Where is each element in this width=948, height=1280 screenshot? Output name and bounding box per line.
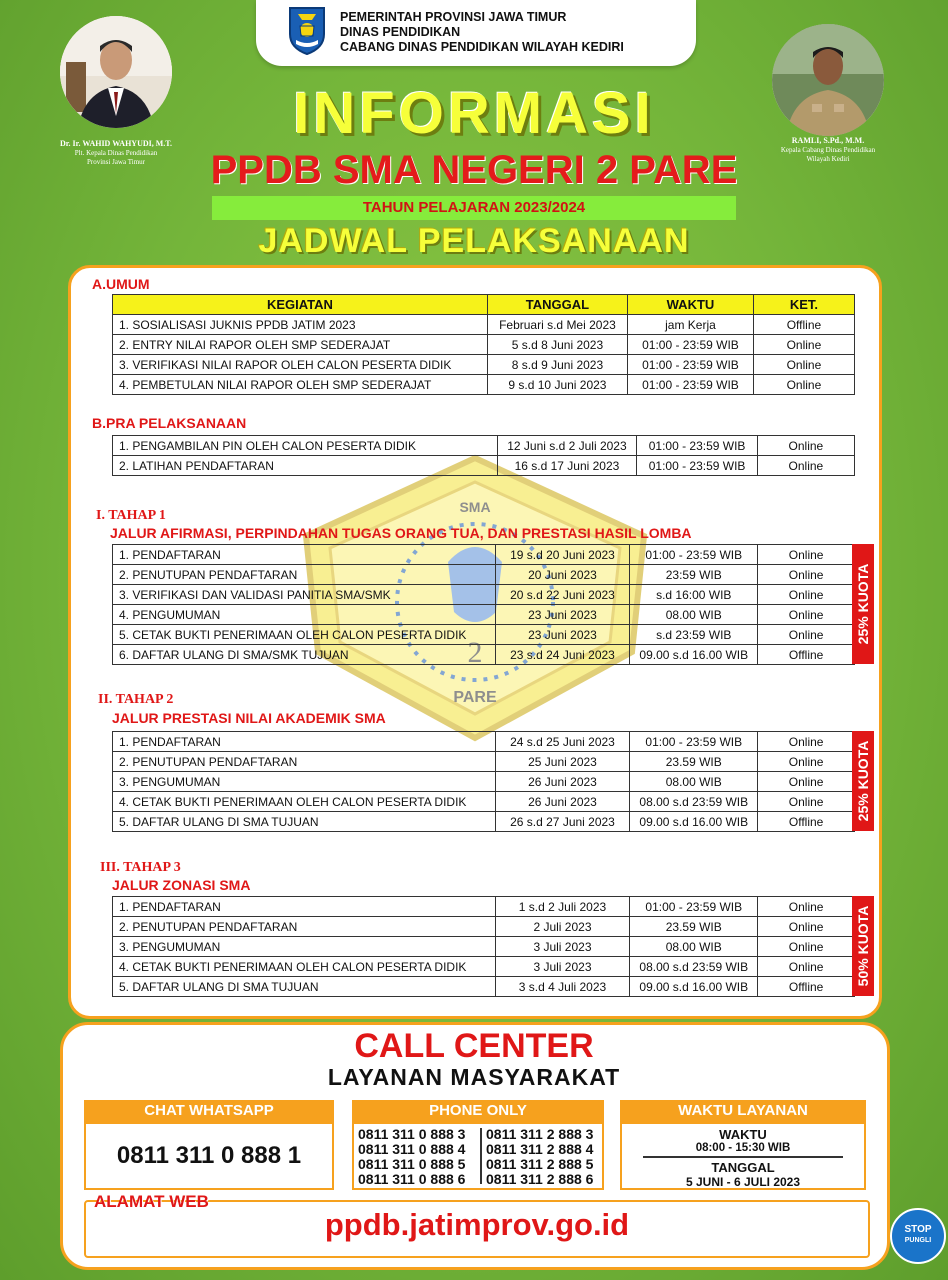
school-title: PPDB SMA NEGERI 2 PARE bbox=[210, 148, 738, 192]
cell-kegiatan: 1. PENDAFTARAN bbox=[113, 732, 496, 752]
table-row bbox=[113, 605, 855, 625]
cell-kegiatan: 4. CETAK BUKTI PENERIMAAN OLEH CALON PESERTA DIDIK bbox=[113, 792, 496, 812]
cell-waktu: 01:00 - 23:59 WIB bbox=[637, 456, 757, 476]
table-tahap1 bbox=[112, 544, 855, 665]
cell-tanggal: 12 Juni s.d 2 Juli 2023 bbox=[497, 436, 637, 456]
cell-waktu: 09.00 s.d 16.00 WIB bbox=[630, 645, 758, 665]
whatsapp-box bbox=[84, 1100, 334, 1190]
cell-ket: Online bbox=[758, 917, 855, 937]
cell-waktu: s.d 16:00 WIB bbox=[630, 585, 758, 605]
table-row bbox=[113, 436, 855, 456]
cell-tanggal: 23 Juni 2023 bbox=[495, 605, 630, 625]
phone-number[interactable]: 0811 311 0 888 6 bbox=[358, 1171, 466, 1187]
table-row bbox=[113, 456, 855, 476]
table-tahap3-body bbox=[113, 897, 855, 997]
cell-tanggal: 16 s.d 17 Juni 2023 bbox=[497, 456, 637, 476]
table-row bbox=[113, 545, 855, 565]
cell-waktu: 23.59 WIB bbox=[630, 917, 758, 937]
col-waktu: WAKTU bbox=[628, 295, 754, 315]
cell-tanggal: 2 Juli 2023 bbox=[495, 917, 630, 937]
cell-tanggal: 25 Juni 2023 bbox=[495, 752, 630, 772]
table-row bbox=[113, 565, 855, 585]
cell-kegiatan: 1. PENGAMBILAN PIN OLEH CALON PESERTA DIDIK bbox=[113, 436, 498, 456]
gov-line-3: CABANG DINAS PENDIDIKAN WILAYAH KEDIRI bbox=[340, 40, 624, 54]
cell-tanggal: 5 s.d 8 Juni 2023 bbox=[487, 335, 627, 355]
tahap2-kuota-text: 25% KUOTA bbox=[855, 740, 871, 822]
call-center-title: CALL CENTER bbox=[354, 1027, 594, 1065]
cell-tanggal: 24 s.d 25 Juni 2023 bbox=[495, 732, 630, 752]
tahap3-jalur: JALUR ZONASI SMA bbox=[112, 877, 251, 893]
table-row bbox=[113, 732, 855, 752]
cell-ket: Online bbox=[758, 937, 855, 957]
phone-number[interactable]: 0811 311 2 888 4 bbox=[486, 1141, 594, 1157]
table-umum-body bbox=[113, 315, 855, 395]
table-tahap1-body bbox=[113, 545, 855, 665]
cell-kegiatan: 4. PEMBETULAN NILAI RAPOR OLEH SMP SEDERAJAT bbox=[113, 375, 488, 395]
cell-kegiatan: 2. PENUTUPAN PENDAFTARAN bbox=[113, 752, 496, 772]
cell-waktu: 08.00 s.d 23:59 WIB bbox=[630, 792, 758, 812]
whatsapp-number[interactable]: 0811 311 0 888 1 bbox=[84, 1122, 334, 1190]
section-umum-title: A.UMUM bbox=[92, 276, 150, 292]
cell-waktu: 09.00 s.d 16.00 WIB bbox=[630, 812, 758, 832]
phone-list-right bbox=[486, 1127, 593, 1187]
cell-waktu: s.d 23:59 WIB bbox=[630, 625, 758, 645]
section-pra-title: B.PRA PELAKSANAAN bbox=[92, 415, 247, 431]
cell-waktu: 09.00 s.d 16.00 WIB bbox=[630, 977, 758, 997]
tahap3-kuota-badge bbox=[852, 896, 874, 996]
cell-kegiatan: 1. PENDAFTARAN bbox=[113, 897, 496, 917]
gov-line-1: PEMERINTAH PROVINSI JAWA TIMUR bbox=[340, 10, 567, 24]
cell-kegiatan: 1. PENDAFTARAN bbox=[113, 545, 496, 565]
table-row bbox=[113, 315, 855, 335]
cell-kegiatan: 4. PENGUMUMAN bbox=[113, 605, 496, 625]
section-tahap2-title: II. TAHAP 2 bbox=[98, 692, 174, 707]
cell-kegiatan: 5. DAFTAR ULANG DI SMA TUJUAN bbox=[113, 977, 496, 997]
tahap1-kuota-text: 25% KUOTA bbox=[855, 563, 871, 645]
table-row bbox=[113, 335, 855, 355]
right-official-role-1: Kepala Cabang Dinas Pendidikan bbox=[780, 146, 876, 154]
academic-year-bar: TAHUN PELAJARAN 2023/2024 bbox=[212, 196, 736, 220]
cell-kegiatan: 2. ENTRY NILAI RAPOR OLEH SMP SEDERAJAT bbox=[113, 335, 488, 355]
cell-tanggal: 20 s.d 22 Juni 2023 bbox=[495, 585, 630, 605]
section-tahap1-title: I. TAHAP 1 bbox=[96, 508, 166, 523]
phone-list-left bbox=[358, 1127, 465, 1187]
table-row bbox=[113, 792, 855, 812]
cell-waktu: 08.00 WIB bbox=[630, 605, 758, 625]
phone-divider bbox=[480, 1128, 482, 1184]
cell-ket: Online bbox=[758, 957, 855, 977]
cell-ket: Online bbox=[757, 436, 854, 456]
table-pra bbox=[112, 435, 855, 476]
table-row bbox=[113, 937, 855, 957]
cell-waktu: 23.59 WIB bbox=[630, 752, 758, 772]
cell-waktu: 01:00 - 23:59 WIB bbox=[628, 335, 754, 355]
cell-kegiatan: 1. SOSIALISASI JUKNIS PPDB JATIM 2023 bbox=[113, 315, 488, 335]
service-time: 08:00 - 15:30 WIB bbox=[695, 1142, 791, 1154]
cell-waktu: 01:00 - 23:59 WIB bbox=[628, 355, 754, 375]
phone-label: PHONE ONLY bbox=[352, 1100, 604, 1122]
watermark-bottom-text: PARE bbox=[453, 689, 497, 706]
left-official-role-1: Plt. Kepala Dinas Pendidikan bbox=[74, 149, 158, 157]
service-divider bbox=[643, 1156, 843, 1158]
table-row bbox=[113, 355, 855, 375]
tahap2-kuota-badge bbox=[852, 731, 874, 831]
tahap2-jalur: JALUR PRESTASI NILAI AKADEMIK SMA bbox=[112, 710, 386, 726]
left-official-role-2: Provinsi Jawa Timur bbox=[87, 158, 145, 166]
cell-kegiatan: 5. DAFTAR ULANG DI SMA TUJUAN bbox=[113, 812, 496, 832]
watermark-number: 2 bbox=[467, 636, 483, 669]
col-ket: KET. bbox=[753, 295, 854, 315]
cell-waktu: 08.00 WIB bbox=[630, 772, 758, 792]
gov-header-banner bbox=[256, 0, 696, 66]
table-row bbox=[113, 585, 855, 605]
watermark-top-text: SMA bbox=[459, 499, 491, 515]
service-date-label: TANGGAL bbox=[711, 1160, 775, 1175]
gov-line-2: DINAS PENDIDIKAN bbox=[340, 25, 461, 39]
cell-tanggal: 8 s.d 9 Juni 2023 bbox=[487, 355, 627, 375]
table-row bbox=[113, 812, 855, 832]
cell-waktu: 01:00 - 23:59 WIB bbox=[637, 436, 757, 456]
stop-badge-line1: STOP bbox=[904, 1224, 932, 1235]
cell-kegiatan: 2. LATIHAN PENDAFTARAN bbox=[113, 456, 498, 476]
cell-ket: Online bbox=[758, 772, 855, 792]
cell-tanggal: 26 Juni 2023 bbox=[495, 792, 630, 812]
col-kegiatan: KEGIATAN bbox=[113, 295, 488, 315]
cell-kegiatan: 3. VERIFIKASI NILAI RAPOR OLEH CALON PESERTA DIDIK bbox=[113, 355, 488, 375]
table-row bbox=[113, 645, 855, 665]
stop-badge-line2: PUNGLI bbox=[904, 1237, 932, 1244]
cell-tanggal: 26 s.d 27 Juni 2023 bbox=[495, 812, 630, 832]
phone-number[interactable]: 0811 311 0 888 4 bbox=[358, 1141, 466, 1157]
cell-ket: Online bbox=[753, 355, 854, 375]
col-tanggal: TANGGAL bbox=[487, 295, 627, 315]
cell-tanggal: 20 Juni 2023 bbox=[495, 565, 630, 585]
right-official-name: RAMLI, S.Pd., M.M. bbox=[791, 136, 865, 145]
cell-kegiatan: 6. DAFTAR ULANG DI SMA/SMK TUJUAN bbox=[113, 645, 496, 665]
cell-tanggal: 19 s.d 20 Juni 2023 bbox=[495, 545, 630, 565]
schedule-heading: JADWAL PELAKSANAAN bbox=[258, 222, 690, 260]
cell-ket: Online bbox=[758, 732, 855, 752]
cell-ket: Offline bbox=[753, 315, 854, 335]
table-umum bbox=[112, 294, 855, 395]
cell-ket: Online bbox=[758, 897, 855, 917]
stop-pungli-badge bbox=[890, 1208, 946, 1264]
cell-kegiatan: 2. PENUTUPAN PENDAFTARAN bbox=[113, 917, 496, 937]
gov-header-text bbox=[340, 10, 624, 55]
phone-number[interactable]: 0811 311 0 888 3 bbox=[358, 1126, 466, 1142]
cell-kegiatan: 3. VERIFIKASI DAN VALIDASI PANITIA SMA/SMK bbox=[113, 585, 496, 605]
cell-tanggal: Februari s.d Mei 2023 bbox=[487, 315, 627, 335]
table-row bbox=[113, 917, 855, 937]
table-row bbox=[113, 772, 855, 792]
cell-kegiatan: 4. CETAK BUKTI PENERIMAAN OLEH CALON PESERTA DIDIK bbox=[113, 957, 496, 977]
table-tahap2 bbox=[112, 731, 855, 832]
cell-ket: Online bbox=[758, 545, 855, 565]
cell-waktu: 01:00 - 23:59 WIB bbox=[630, 897, 758, 917]
service-time-label: WAKTU bbox=[719, 1127, 767, 1142]
phone-number[interactable]: 0811 311 2 888 3 bbox=[486, 1126, 594, 1142]
section-tahap3-title: III. TAHAP 3 bbox=[100, 860, 181, 875]
service-label: WAKTU LAYANAN bbox=[620, 1100, 866, 1122]
cell-ket: Online bbox=[753, 375, 854, 395]
table-header-row bbox=[113, 295, 855, 315]
table-row bbox=[113, 957, 855, 977]
service-date: 5 JUNI - 6 JULI 2023 bbox=[685, 1175, 801, 1189]
cell-tanggal: 9 s.d 10 Juni 2023 bbox=[487, 375, 627, 395]
table-row bbox=[113, 375, 855, 395]
cell-waktu: 01:00 - 23:59 WIB bbox=[630, 732, 758, 752]
cell-ket: Online bbox=[753, 335, 854, 355]
page-title: INFORMASI bbox=[293, 81, 655, 146]
table-pra-body bbox=[113, 436, 855, 476]
cell-ket: Online bbox=[757, 456, 854, 476]
table-tahap3 bbox=[112, 896, 855, 997]
phone-number[interactable]: 0811 311 2 888 6 bbox=[486, 1171, 594, 1187]
cell-tanggal: 23 s.d 24 Juni 2023 bbox=[495, 645, 630, 665]
tahap1-kuota-badge bbox=[852, 544, 874, 664]
phone-box bbox=[352, 1100, 604, 1190]
cell-waktu: 23:59 WIB bbox=[630, 565, 758, 585]
cell-kegiatan: 5. CETAK BUKTI PENERIMAAN OLEH CALON PESERTA DIDIK bbox=[113, 625, 496, 645]
cell-ket: Online bbox=[758, 792, 855, 812]
tahap1-jalur: JALUR AFIRMASI, PERPINDAHAN TUGAS ORANG TUA, DAN PRESTASI HASIL LOMBA bbox=[110, 525, 692, 541]
table-row bbox=[113, 897, 855, 917]
service-body bbox=[620, 1122, 866, 1190]
cell-waktu: 01:00 - 23:59 WIB bbox=[628, 375, 754, 395]
web-address-label: ALAMAT WEB bbox=[94, 1192, 209, 1211]
cell-ket: Online bbox=[758, 565, 855, 585]
call-center-subtitle: LAYANAN MASYARAKAT bbox=[327, 1064, 621, 1090]
cell-ket: Online bbox=[758, 625, 855, 645]
cell-kegiatan: 3. PENGUMUMAN bbox=[113, 937, 496, 957]
table-tahap2-body bbox=[113, 732, 855, 832]
cell-ket: Online bbox=[758, 585, 855, 605]
table-row bbox=[113, 625, 855, 645]
cell-waktu: jam Kerja bbox=[628, 315, 754, 335]
cell-tanggal: 26 Juni 2023 bbox=[495, 772, 630, 792]
cell-ket: Online bbox=[758, 605, 855, 625]
web-address-link[interactable]: ppdb.jatimprov.go.id bbox=[324, 1207, 630, 1242]
right-official-role-2: Wilayah Kediri bbox=[806, 155, 850, 163]
cell-ket: Offline bbox=[758, 645, 855, 665]
service-hours-box bbox=[620, 1100, 866, 1190]
left-official-name: Dr. Ir. WAHID WAHYUDI, M.T. bbox=[59, 139, 173, 148]
phone-list bbox=[352, 1122, 604, 1190]
whatsapp-label: CHAT WHATSAPP bbox=[84, 1100, 334, 1122]
table-row bbox=[113, 977, 855, 997]
cell-waktu: 08.00 s.d 23:59 WIB bbox=[630, 957, 758, 977]
cell-waktu: 01:00 - 23:59 WIB bbox=[630, 545, 758, 565]
tahap3-kuota-text: 50% KUOTA bbox=[855, 905, 871, 987]
cell-kegiatan: 2. PENUTUPAN PENDAFTARAN bbox=[113, 565, 496, 585]
east-java-emblem-icon bbox=[286, 4, 328, 56]
cell-ket: Offline bbox=[758, 977, 855, 997]
phone-number[interactable]: 0811 311 0 888 5 bbox=[358, 1156, 466, 1172]
cell-kegiatan: 3. PENGUMUMAN bbox=[113, 772, 496, 792]
cell-waktu: 08.00 WIB bbox=[630, 937, 758, 957]
cell-tanggal: 1 s.d 2 Juli 2023 bbox=[495, 897, 630, 917]
cell-tanggal: 3 Juli 2023 bbox=[495, 937, 630, 957]
cell-ket: Online bbox=[758, 752, 855, 772]
cell-ket: Offline bbox=[758, 812, 855, 832]
phone-number[interactable]: 0811 311 2 888 5 bbox=[486, 1156, 594, 1172]
cell-tanggal: 3 s.d 4 Juli 2023 bbox=[495, 977, 630, 997]
cell-tanggal: 23 Juni 2023 bbox=[495, 625, 630, 645]
table-row bbox=[113, 752, 855, 772]
cell-tanggal: 3 Juli 2023 bbox=[495, 957, 630, 977]
